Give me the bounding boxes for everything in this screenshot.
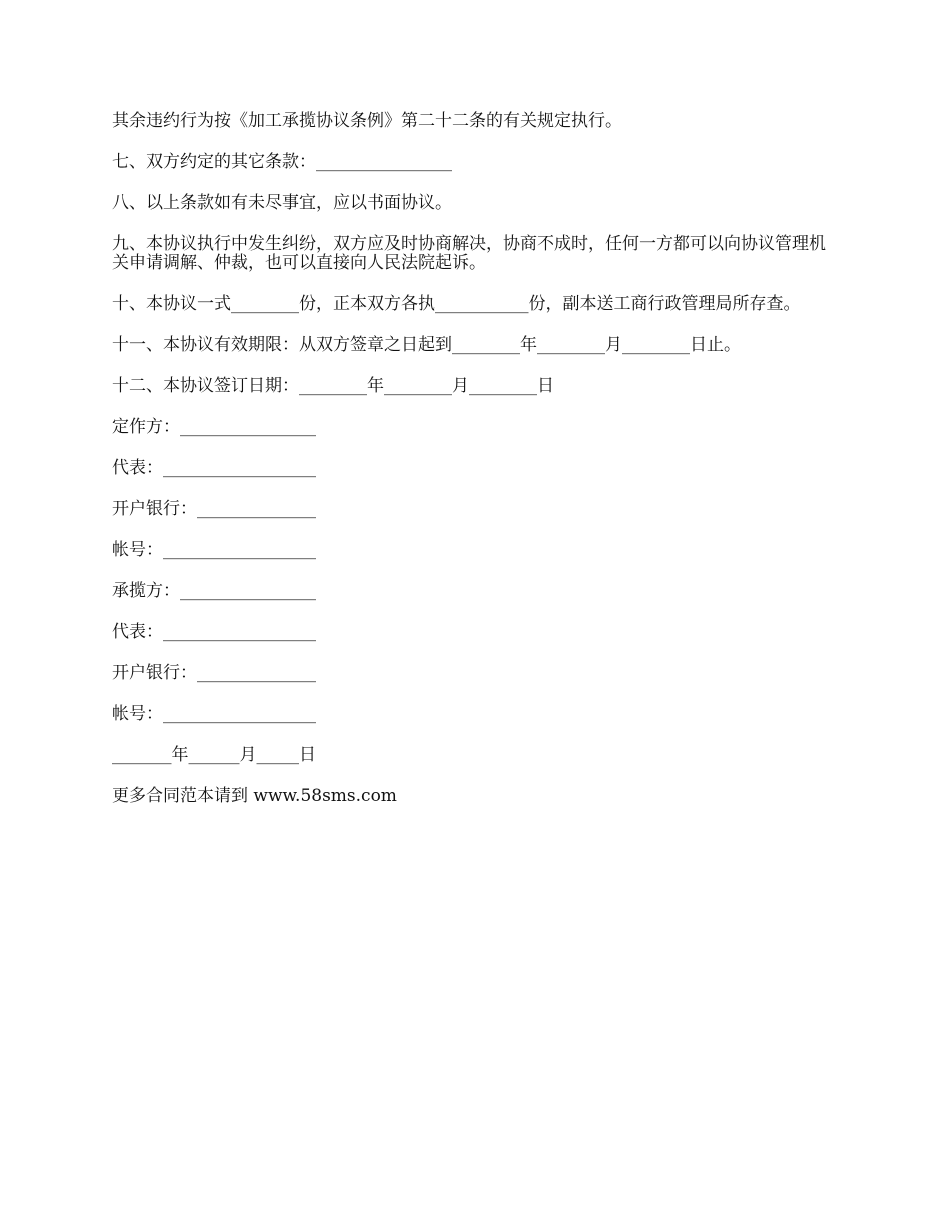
clause-other-breach: 其余违约行为按《加工承揽协议条例》第二十二条的有关规定执行。	[112, 111, 622, 131]
orderer-account-line: 帐号：__________________	[112, 540, 316, 560]
clause-9-disputes: 九、本协议执行中发生纠纷，双方应及时协商解决，协商不成时，任何一方都可以向协议管理机关申请调解、仲裁，也可以直接向人民法院起诉。	[112, 234, 826, 273]
clause-7-other-terms: 七、双方约定的其它条款：________________	[112, 152, 452, 172]
contractor-bank-line: 开户银行：______________	[112, 663, 316, 683]
clause-12-signing-date: 十二、本协议签订日期：________年________月________日	[112, 376, 554, 396]
contractor-party-line: 承揽方：________________	[112, 581, 316, 601]
orderer-representative-line: 代表：__________________	[112, 458, 316, 478]
date-line: _______年______月_____日	[112, 745, 316, 765]
clause-10-copies: 十、本协议一式________份，正本双方各执___________份，副本送工商行政管理局所存查。	[112, 294, 801, 314]
contractor-representative-line: 代表：__________________	[112, 622, 316, 642]
clause-8-supplement: 八、以上条款如有未尽事宜，应以书面协议。	[112, 193, 452, 213]
footer-more-templates: 更多合同范本请到 www.58sms.com	[112, 786, 397, 806]
document-body	[112, 112, 842, 828]
orderer-bank-line: 开户银行：______________	[112, 499, 316, 519]
orderer-party-line: 定作方：________________	[112, 417, 316, 437]
contractor-account-line: 帐号：__________________	[112, 704, 316, 724]
clause-11-validity: 十一、本协议有效期限：从双方签章之日起到________年________月________日止。	[112, 335, 741, 355]
